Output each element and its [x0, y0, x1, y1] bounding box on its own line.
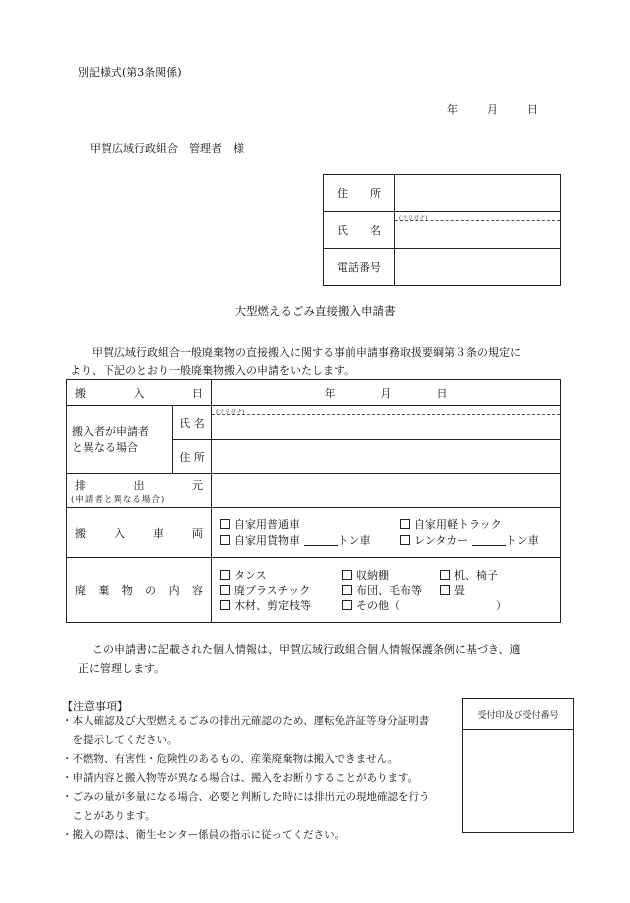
applicant-phone-field[interactable]: [395, 249, 561, 286]
option-label: 自家用貨物車: [234, 533, 300, 547]
checkbox-icon[interactable]: [220, 519, 230, 529]
applicant-name-label: 氏 名: [324, 212, 395, 249]
option-label: 自家用軽トラック: [414, 517, 502, 531]
note-item: ・ごみの量が多量になる場合、必要と判断した時には排出元の現地確認を行う: [62, 791, 430, 803]
option-label: 畳: [454, 583, 465, 597]
waste-label: 廃 棄 物 の 内 容: [75, 584, 203, 597]
option-chest[interactable]: [220, 568, 342, 583]
tonnage-blank[interactable]: [304, 536, 338, 546]
deliverer-furigana-label: (フリガナ): [216, 409, 245, 416]
option-private-light-truck[interactable]: [400, 518, 502, 531]
waste-label-cell: [67, 558, 212, 623]
checkbox-icon[interactable]: [220, 570, 230, 580]
note-item: ことがあります。: [62, 810, 156, 822]
page-title: 大型燃えるごみ直接搬入申請書: [234, 304, 396, 318]
intro-line-1: 甲賀広域行政組合一般廃棄物の直接搬入に関する事前申請事務取扱要綱第３条の規定に: [92, 346, 521, 359]
notes-heading: 【注意事項】: [62, 700, 128, 713]
ton-suffix: トン車: [505, 533, 539, 547]
delivery-date-label: 搬 入 日: [75, 386, 203, 400]
checkbox-icon[interactable]: [400, 535, 410, 545]
option-label: その他（: [356, 598, 400, 612]
deliverer-address-label: 住 所: [173, 440, 212, 474]
deliverer-address-field[interactable]: [212, 440, 561, 474]
receipt-box: [462, 698, 574, 833]
deliverer-furigana-divider: [212, 414, 560, 415]
checkbox-icon[interactable]: [342, 570, 352, 580]
checkbox-icon[interactable]: [220, 585, 230, 595]
option-label: 収納棚: [356, 568, 389, 582]
date-header: [447, 101, 538, 117]
option-label: 布団、毛布等: [356, 583, 422, 597]
deliverer-name-label: 氏 名: [173, 406, 212, 440]
applicant-table: [323, 174, 561, 286]
option-label: タンス: [234, 568, 267, 582]
checkbox-icon[interactable]: [400, 519, 410, 529]
option-futon[interactable]: [342, 583, 440, 598]
option-storage[interactable]: [342, 568, 440, 583]
deliverer-name-field[interactable]: [212, 406, 561, 440]
source-sublabel: (申請者と異なる場合): [71, 494, 166, 505]
furigana-label: (フリガナ): [399, 215, 428, 222]
delivery-month: 月: [380, 386, 392, 400]
note-item: ・本人確認及び大型燃えるごみの排出元確認のため、運転免許証等身分証明書: [62, 715, 430, 727]
note-item: ・搬入の際は、衛生センター係員の指示に従ってください。: [62, 829, 346, 841]
receipt-stamp-area[interactable]: [463, 730, 573, 832]
source-label-cell: [67, 474, 212, 508]
option-private-car[interactable]: [220, 517, 400, 533]
addressee: 甲賀広域行政組合 管理者 様: [90, 142, 244, 155]
option-wood[interactable]: [220, 598, 342, 613]
form-reference: 別記様式(第3条関係): [78, 66, 182, 79]
applicant-address-label: 住 所: [324, 175, 395, 212]
privacy-line-2: 正に管理します。: [78, 662, 166, 675]
different-label-line2: と異なる場合: [72, 440, 138, 454]
applicant-address-field[interactable]: [395, 175, 561, 212]
date-day: 日: [527, 103, 538, 116]
applicant-phone-label: 電話番号: [324, 249, 395, 286]
notes-list: [62, 712, 430, 845]
other-close: ）: [496, 598, 507, 612]
option-rental-car[interactable]: [400, 534, 539, 547]
checkbox-icon[interactable]: [220, 600, 230, 610]
application-table: [66, 379, 561, 623]
ton-suffix: トン車: [337, 533, 371, 547]
date-year: 年: [447, 103, 458, 116]
privacy-line-1: この申請書に記載された個人情報は、甲賀広域行政組合個人情報保護条例に基づき、適: [92, 643, 521, 656]
vehicle-label-cell: [67, 508, 212, 558]
source-field[interactable]: [212, 474, 561, 508]
option-tatami[interactable]: [440, 584, 465, 597]
different-label-line1: 搬入者が申請者: [72, 424, 149, 438]
different-deliverer-label: [67, 406, 173, 474]
applicant-name-field[interactable]: [395, 212, 561, 249]
option-plastic[interactable]: [220, 583, 342, 598]
option-label: 自家用普通車: [234, 517, 300, 531]
vehicle-options: [212, 508, 561, 558]
note-item: ・不燃物、有害性・危険性のあるもの、産業廃棄物は搬入できません。: [62, 753, 399, 765]
checkbox-icon[interactable]: [342, 585, 352, 595]
tonnage-blank[interactable]: [472, 536, 506, 546]
intro-line-2: より、下記のとおり一般廃棄物搬入の申請をいたします。: [70, 364, 356, 377]
checkbox-icon[interactable]: [220, 535, 230, 545]
option-other[interactable]: [342, 599, 507, 612]
checkbox-icon[interactable]: [440, 570, 450, 580]
option-label: 机、椅子: [454, 568, 498, 582]
note-item: を提示してください。: [62, 734, 178, 746]
option-label: レンタカー: [414, 533, 469, 547]
option-private-cargo[interactable]: [220, 533, 400, 549]
checkbox-icon[interactable]: [440, 585, 450, 595]
option-label: 木材、剪定枝等: [234, 598, 311, 612]
waste-options: [212, 558, 561, 623]
option-desk[interactable]: [440, 569, 498, 582]
note-item: ・申請内容と搬入物等が異なる場合は、搬入をお断りすることがあります。: [62, 772, 419, 784]
checkbox-icon[interactable]: [342, 600, 352, 610]
furigana-divider: [395, 220, 560, 221]
source-label: 排 出 元: [75, 478, 203, 492]
option-label: 廃プラスチック: [234, 583, 311, 597]
delivery-date-label-cell: [67, 380, 212, 406]
date-month: 月: [487, 103, 498, 116]
receipt-box-label: 受付印及び受付番号: [463, 699, 573, 730]
delivery-date-field[interactable]: [212, 380, 561, 406]
delivery-day: 日: [436, 386, 448, 400]
vehicle-label: 搬 入 車 両: [75, 526, 203, 540]
delivery-year: 年: [324, 386, 336, 400]
